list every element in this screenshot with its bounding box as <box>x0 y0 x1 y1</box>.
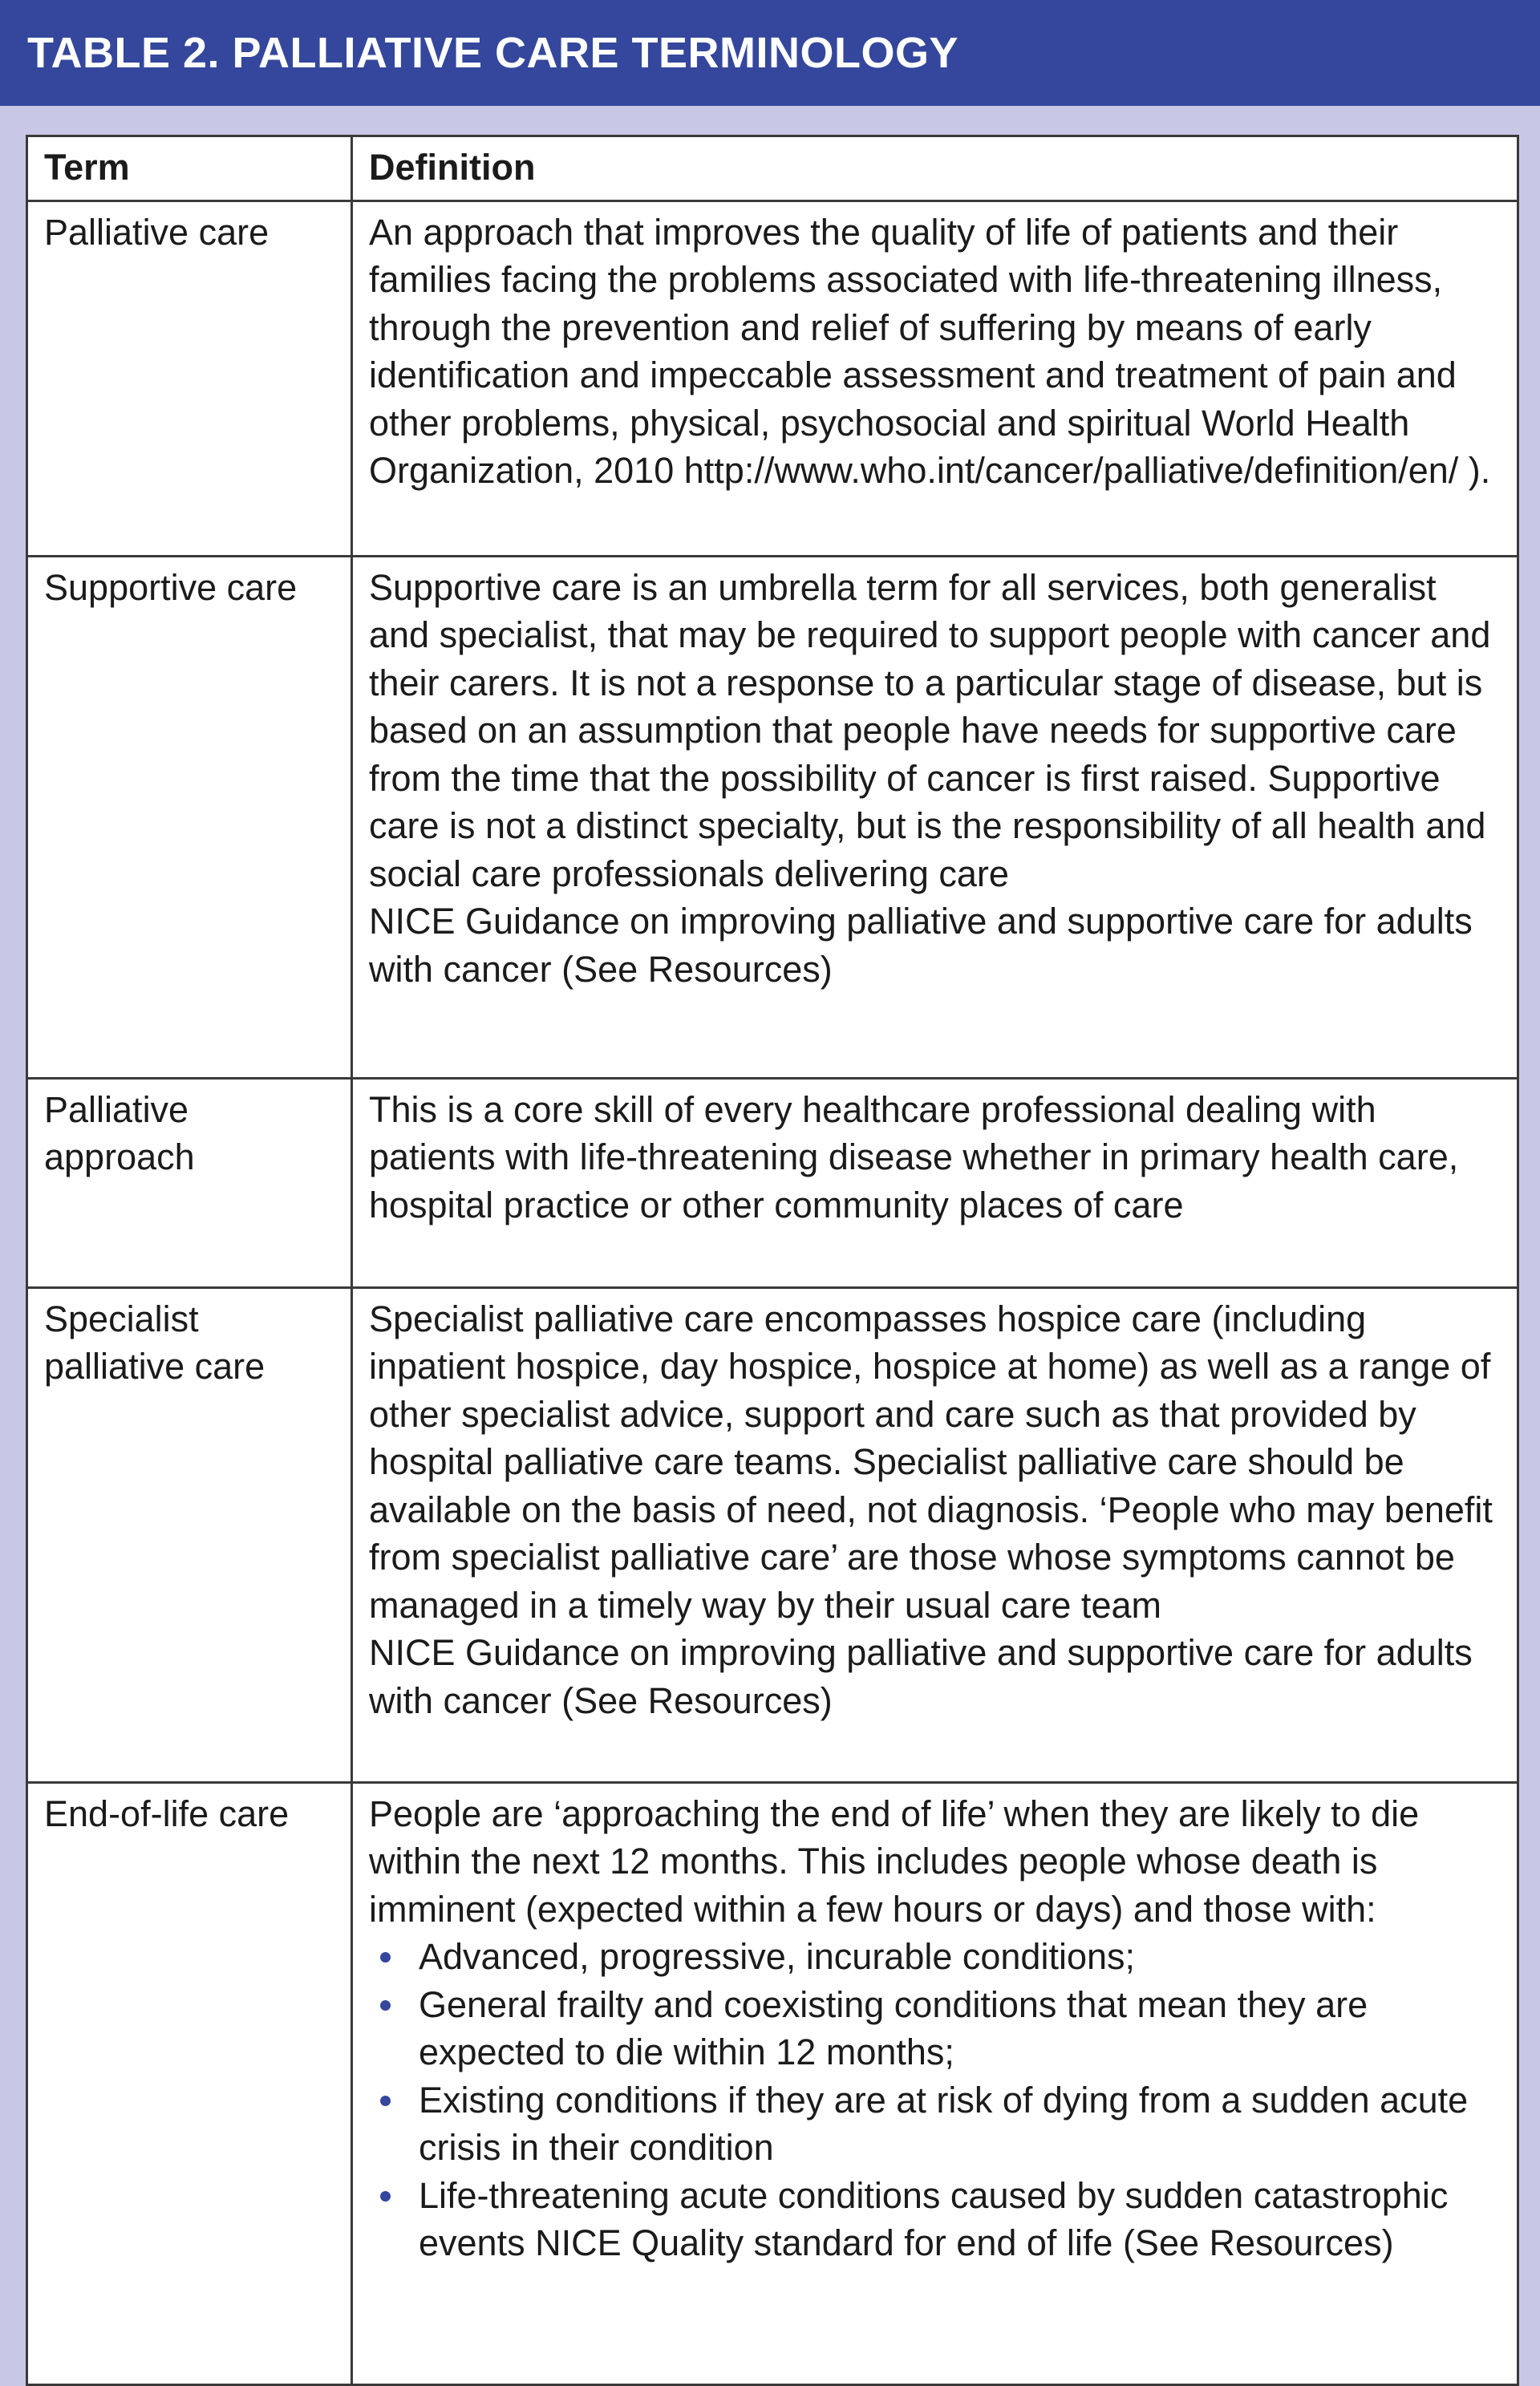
definition-text: This is a core skill of every healthcare professional dealing with patients with life-threatening disease whether in primary health care, hospital practice or other community places of care <box>369 1088 1459 1225</box>
bullet-icon <box>380 1952 391 1963</box>
table-row <box>27 201 1518 556</box>
definition-column-header: Definition <box>352 136 1518 201</box>
definition-text: Supportive care is an umbrella term for all services, both generalist and specialist, that may be required to support people with cancer and their carers. It is not a response to a particular stage of disease, but is based on an assumption that people have needs for supportive care from the time that the possibility of cancer is first raised. Supportive care is not a distinct specialty, but is the responsibility of all health and social care professionals delivering care NICE Guidance on improving palliative and supportive care for adults with cancer (See Resources) <box>369 566 1491 990</box>
condition-list <box>369 1933 1501 2267</box>
definition-cell <box>352 1782 1518 2384</box>
term-cell: End-of-life care <box>27 1782 352 2384</box>
definition-text: People are ‘approaching the end of life’ when they are likely to die within the next 12 months. This includes people whose death is imminent (expected within a few hours or days) and those with: <box>369 1793 1420 1930</box>
term-column-header: Term <box>27 136 352 201</box>
term-cell: Palliative care <box>27 201 352 556</box>
table-header-row <box>27 136 1518 201</box>
condition-text: Life-threatening acute conditions caused by sudden catastrophic events NICE Quality standard for end of life (See Resources) <box>419 2174 1449 2263</box>
table-row <box>27 1078 1518 1287</box>
condition-text: General frailty and coexisting conditions that mean they are expected to die within 12 months; <box>419 1983 1368 2072</box>
definition-text: An approach that improves the quality of life of patients and their families facing the problems associated with life-threatening illness, through the prevention and relief of suffering by means of early identification and impeccable assessment and treatment of pain and other problems, physical, psychosocial and spiritual World Health Organization, 2010 http://www.who.int/cancer/palliative/definition/en/ ). <box>369 211 1491 491</box>
term-cell: Specialist palliative care <box>27 1287 352 1782</box>
condition-text: Existing conditions if they are at risk of dying from a sudden acute crisis in their condition <box>419 2079 1469 2168</box>
table-title: TABLE 2. PALLIATIVE CARE TERMINOLOGY <box>0 0 1540 106</box>
definition-text: Specialist palliative care encompasses hospice care (including inpatient hospice, day hospice, hospice at home) as well as a range of other specialist advice, support and care such as that provided by hospital palliative care teams. Specialist palliative care should be available on the basis of need, not diagnosis. ‘People who may benefit from specialist palliative care’ are those whose symptoms cannot be managed in a timely way by their usual care team NICE Guidance on improving palliative and supportive care for adults with cancer (See Resources) <box>369 1298 1493 1721</box>
condition-list-item <box>369 1981 1501 2076</box>
table-row <box>27 556 1518 1078</box>
table-row <box>27 1782 1518 2384</box>
bullet-icon <box>380 2096 391 2106</box>
term-cell: Supportive care <box>27 556 352 1078</box>
bullet-icon <box>380 2000 391 2011</box>
condition-text: Advanced, progressive, incurable conditions; <box>419 1936 1136 1977</box>
condition-list-item <box>369 1933 1501 1981</box>
definition-cell <box>352 1078 1518 1287</box>
condition-list-item <box>369 2172 1501 2267</box>
condition-list-item <box>369 2076 1501 2172</box>
definition-cell <box>352 201 1518 556</box>
bullet-icon <box>380 2191 391 2202</box>
definition-cell <box>352 1287 1518 1782</box>
table-row <box>27 1287 1518 1782</box>
definition-cell <box>352 556 1518 1078</box>
terminology-table <box>26 135 1519 2386</box>
term-cell: Palliative approach <box>27 1078 352 1287</box>
